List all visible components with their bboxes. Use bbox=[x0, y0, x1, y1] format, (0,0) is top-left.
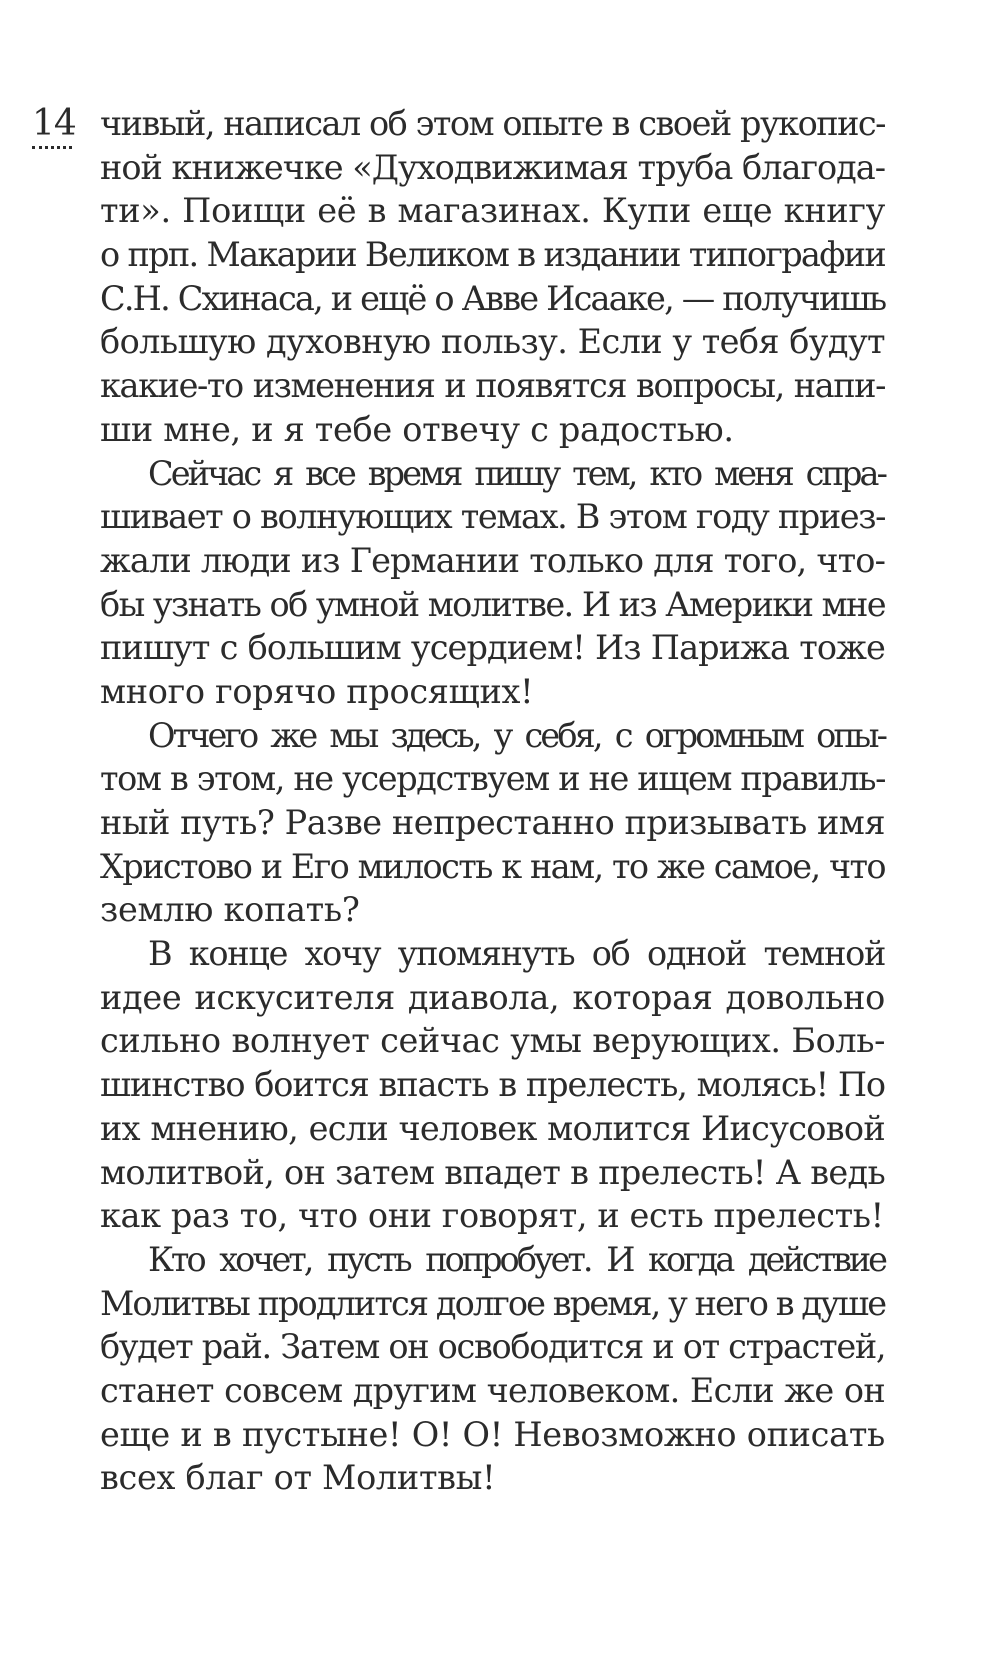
text-line: всех благ от Молитвы! bbox=[100, 1458, 496, 1498]
text-line: ши мне, и я тебе отвечу с радостью. bbox=[100, 409, 734, 449]
page-text bbox=[100, 102, 885, 1500]
text-line: о прп. Макарии Великом в издании типографии bbox=[100, 235, 885, 275]
text-line: идее искусителя диавола, которая довольно bbox=[100, 977, 885, 1017]
text-line: В конце хочу упомянуть об одной темной bbox=[148, 934, 885, 974]
text-line: бы узнать об умной молитве. И из Америки мне bbox=[100, 584, 885, 624]
paragraph bbox=[100, 932, 885, 1238]
text-line: чивый, написал об этом опыте в своей рукопис- bbox=[100, 104, 885, 143]
text-line: Христово и Его милость к нам, то же самое, что bbox=[100, 846, 885, 886]
text-line: Отчего же мы здесь, у себя, с огромным опы- bbox=[148, 715, 885, 755]
paragraph bbox=[100, 452, 885, 714]
page-number-underline bbox=[32, 146, 72, 149]
text-line: жали люди из Германии только для того, что- bbox=[100, 540, 885, 580]
text-line: шинство боится впасть в прелесть, молясь! По bbox=[100, 1065, 885, 1105]
text-line: ной книжечке «Духодвижимая труба благода- bbox=[100, 147, 886, 187]
text-line: молитвой, он затем впадет в прелесть! А ведь bbox=[100, 1152, 885, 1192]
text-line: шивает о волнующих темах. В этом году приез- bbox=[100, 497, 885, 537]
text-line: еще и в пустыне! О! О! Невозможно описать bbox=[100, 1414, 885, 1454]
text-line: какие-то изменения и появятся вопросы, напи- bbox=[100, 366, 885, 406]
text-line: как раз то, что они говорят, и есть прелесть! bbox=[100, 1196, 884, 1236]
paragraph bbox=[100, 102, 885, 452]
paragraph bbox=[100, 714, 885, 932]
text-line: Кто хочет, пусть попробует. И когда действие bbox=[148, 1239, 885, 1279]
page-number: 14 bbox=[32, 103, 76, 144]
text-line: их мнению, если человек молится Иисусовой bbox=[100, 1108, 885, 1148]
text-line: землю копать? bbox=[100, 890, 360, 930]
text-line: ти». Поищи её в магазинах. Купи еще книгу bbox=[100, 191, 885, 231]
text-line: сильно волнует сейчас умы верующих. Боль- bbox=[100, 1021, 885, 1061]
text-line: Молитвы продлится долгое время, у него в душе bbox=[100, 1283, 886, 1323]
text-line: ный путь? Разве непрестанно призывать имя bbox=[100, 803, 885, 842]
text-line: Сейчас я все время пишу тем, кто меня спра- bbox=[148, 453, 885, 493]
text-line: пишут с большим усердием! Из Парижа тоже bbox=[100, 628, 885, 668]
text-line: большую духовную пользу. Если у тебя будут bbox=[100, 322, 885, 362]
text-line: том в этом, не усердствуем и не ищем правиль- bbox=[100, 759, 885, 799]
text-line: С.Н. Схинаса, и ещё о Авве Исааке, — получишь bbox=[100, 278, 886, 318]
paragraph bbox=[100, 1238, 885, 1500]
text-line: будет рай. Затем он освободится и от страстей, bbox=[100, 1327, 886, 1367]
text-line: много горячо просящих! bbox=[100, 671, 534, 711]
text-line: станет совсем другим человеком. Если же он bbox=[100, 1370, 885, 1410]
